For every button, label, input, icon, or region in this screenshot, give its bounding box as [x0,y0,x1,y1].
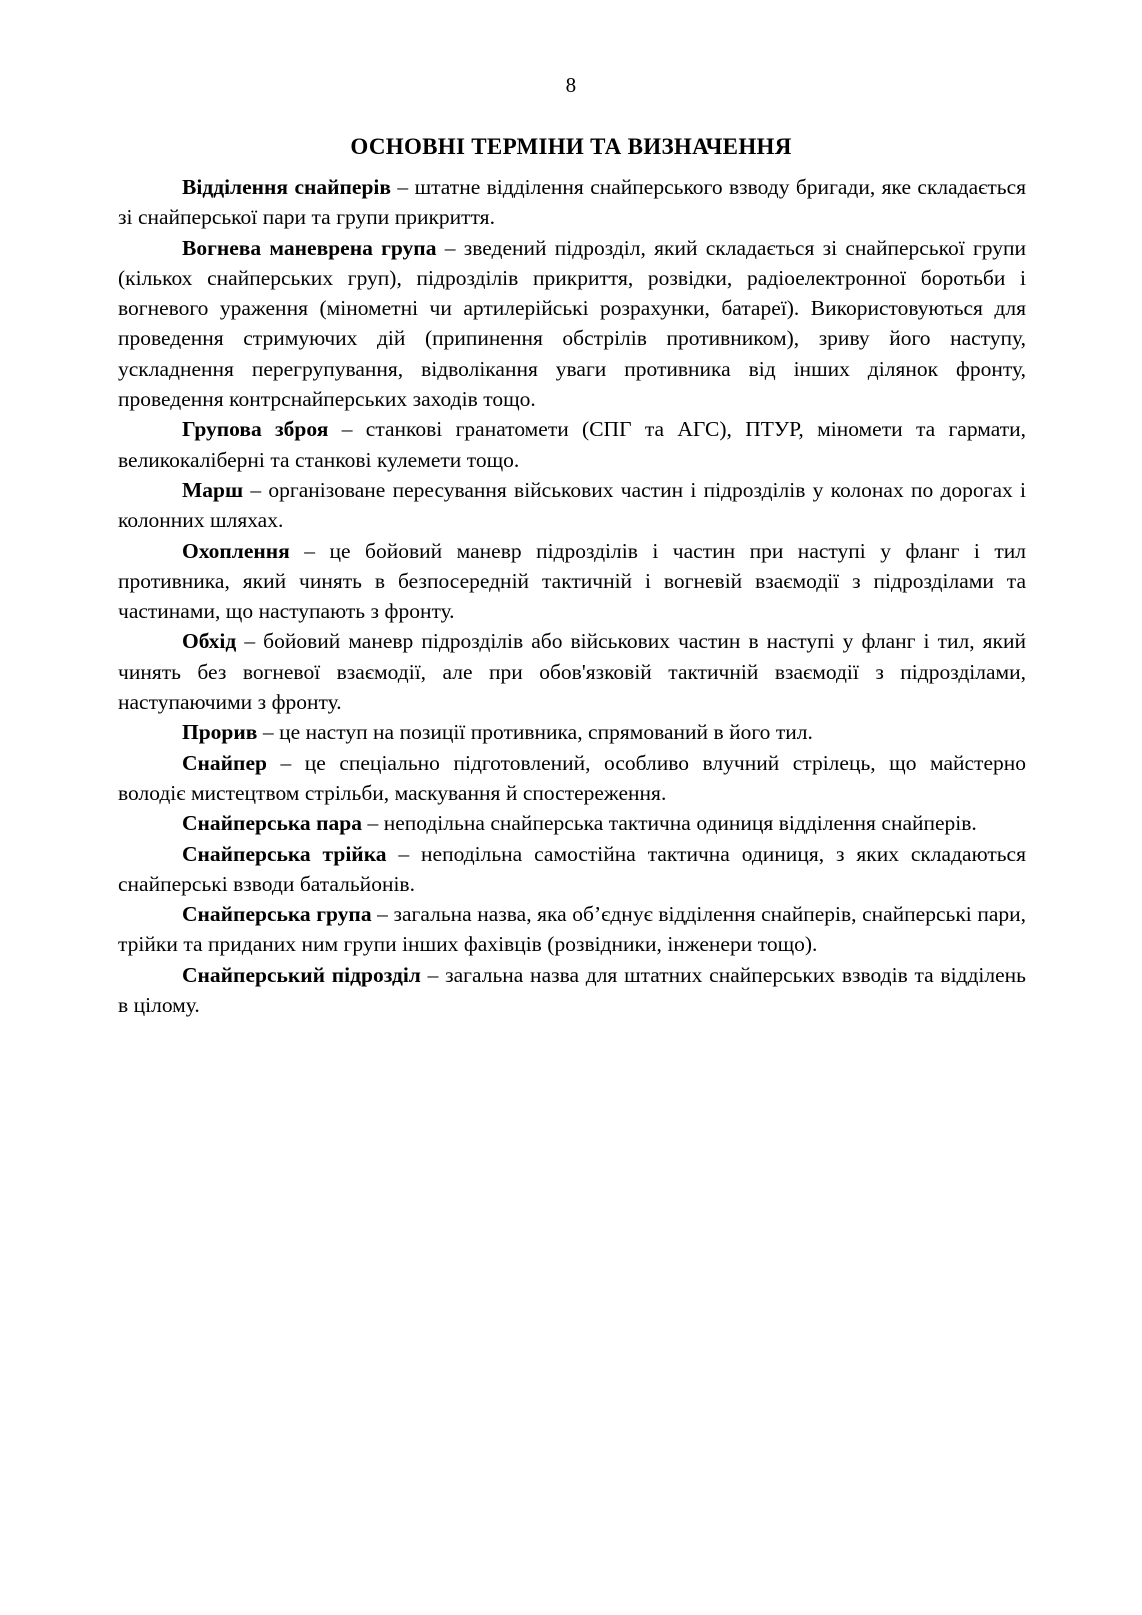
definition-text: бойовий маневр підрозділів або військових частин в наступі у фланг і тил, який чинять без вогневої взаємодії, але при обов'язковій тактичній взаємодії з підрозділами, наступаючими з фронту. [118,629,1026,715]
definition-paragraph [118,808,1026,838]
definition-text: загальна назва, яка об’єднує відділення снайперів, снайперські пари, трійки та приданих ним групи інших фахівців (розвідники, інженери тощо). [118,902,1027,957]
definition-paragraph [118,748,1026,809]
definition-text: це спеціально підготовлений, особливо влучний стрілець, що майстерно володіє мистецтвом стрільби, маскування й спостереження. [118,750,1027,805]
definition-term: Охоплення [182,538,290,563]
definition-text: це бойовий маневр підрозділів і частин при наступі у фланг і тил противника, який чинять в безпосередній тактичній і вогневій взаємодії з підрозділами та частинами, що наступають з фронту. [118,538,1026,624]
definition-text: загальна назва для штатних снайперських взводів та відділень в цілому. [118,962,1026,1018]
definition-separator: – [391,175,415,199]
definition-separator: – [371,902,394,927]
definition-paragraph [118,172,1026,233]
definition-paragraph [118,475,1026,536]
definition-separator: – [236,629,264,654]
definition-separator: – [289,538,330,563]
definition-separator: – [420,962,446,987]
definition-text: неподільна самостійна тактична одиниця, з яких складаються снайперські взводи батальйонів. [118,841,1026,896]
definition-paragraph [118,899,1026,960]
definition-separator: – [266,750,305,775]
definition-paragraph [118,626,1026,717]
definition-separator: – [361,811,384,836]
definitions-list [118,172,1026,1020]
definition-text: це наступ на позиції противника, спрямований в його тил. [279,720,813,745]
definition-term: Відділення снайперів [182,175,392,199]
definition-text: станкові гранатомети (СПГ та АГС), ПТУР, міномети та гармати, великокаліберні та станкові кулемети тощо. [118,417,1026,472]
definition-separator: – [328,417,366,442]
definition-separator: – [436,235,464,260]
definition-term: Марш [182,477,244,502]
definition-term: Снайперська трійка [182,841,387,866]
definition-paragraph [118,960,1026,1021]
definition-term: Снайперська пара [182,811,362,836]
definition-term: Снайперський підрозділ [182,962,421,987]
definition-separator: – [257,720,280,745]
definition-paragraph [118,839,1026,900]
definition-paragraph [118,536,1026,627]
definition-text: організоване пересування військових частин і підрозділів у колонах по дорогах і колонних шляхах. [118,477,1026,533]
definition-text: зведений підрозділ, який складається зі снайперської групи (кількох снайперських груп), підрозділів прикриття, розвідки, радіоелектронної боротьби і вогневого ураження (мінометні чи артилерійські розрахунки, батареї). Використовуються для проведення стримуючих дій (припинення обстрілів противником), зриву його наступу, ускладнення перегрупування, відволікання уваги противника від інших ділянок фронту, проведення контрснайперських заходів тощо. [118,235,1026,412]
definition-term: Снайперська група [182,902,372,927]
page-title: ОСНОВНІ ТЕРМІНИ ТА ВИЗНАЧЕННЯ [350,134,792,160]
definition-separator: – [386,841,422,866]
definition-separator: – [243,477,269,502]
definition-term: Групова зброя [182,417,329,442]
definition-text: неподільна снайперська тактична одиниця відділення снайперів. [383,811,977,836]
definition-paragraph [118,233,1026,415]
definition-term: Снайпер [182,750,267,775]
definition-term: Обхід [182,629,237,654]
definition-term: Вогнева маневрена група [182,235,437,260]
definition-term: Прорив [182,720,258,745]
page-number: 8 [565,73,577,97]
definition-paragraph [118,414,1026,475]
definition-text: штатне відділення снайперського взводу бригади, яке складається зі снайперської пари та групи прикриття. [118,175,1027,230]
definition-paragraph [118,717,1026,747]
